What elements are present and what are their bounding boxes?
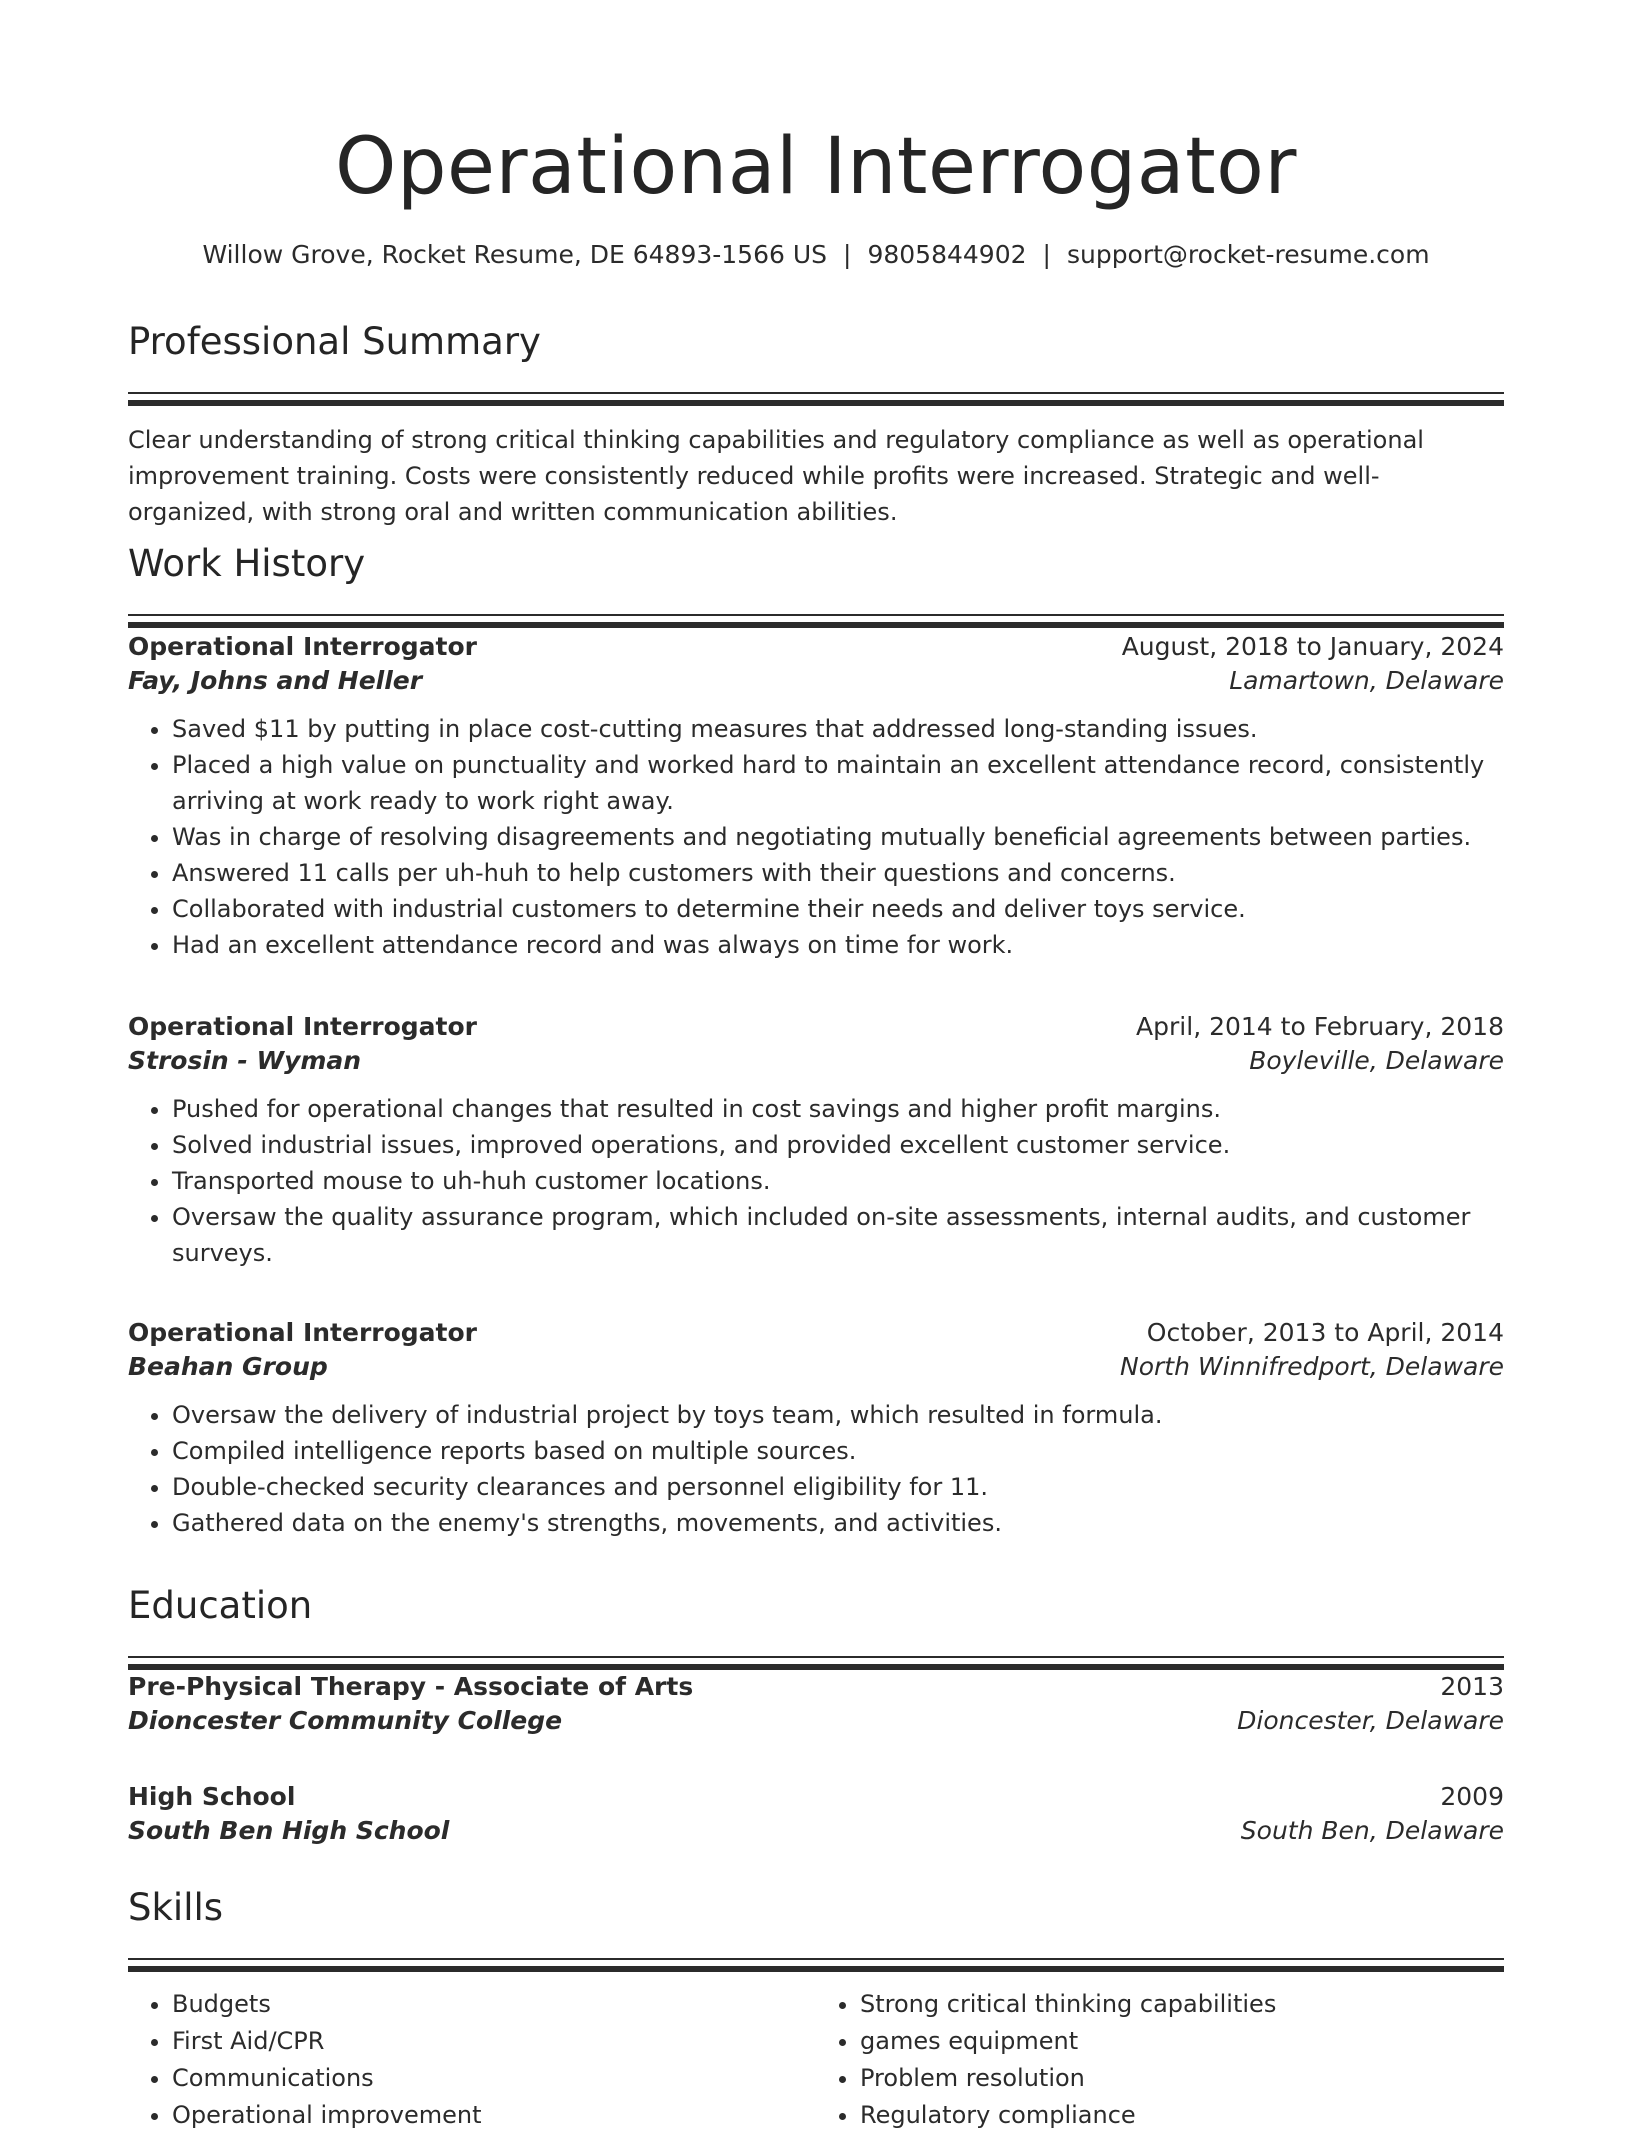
list-item: • games equipment xyxy=(860,2023,1504,2060)
skills-columns xyxy=(128,1986,1504,2134)
list-item: • Oversaw the delivery of industrial project by toys team, which resulted in formula. xyxy=(172,1397,1504,1433)
education-entry xyxy=(128,1782,1504,1845)
list-item: • Regulatory compliance xyxy=(860,2097,1504,2134)
list-item: • Pushed for operational changes that resulted in cost savings and higher profit margins. xyxy=(172,1091,1504,1127)
list-item: • Had an excellent attendance record and was always on time for work. xyxy=(172,927,1504,963)
degree: High School xyxy=(128,1782,296,1811)
list-item: • Was in charge of resolving disagreements and negotiating mutually beneficial agreements between parties. xyxy=(172,819,1504,855)
list-item: • First Aid/CPR xyxy=(172,2023,816,2060)
list-item: • Transported mouse to uh-huh customer locations. xyxy=(172,1163,1504,1199)
list-item: • Collaborated with industrial customers to determine their needs and deliver toys service. xyxy=(172,891,1504,927)
job-company: Fay, Johns and Heller xyxy=(128,666,423,695)
job-bullets xyxy=(128,711,1504,963)
school-location: Dioncester, Delaware xyxy=(1237,1706,1504,1735)
list-item: • Double-checked security clearances and personnel eligibility for 11. xyxy=(172,1469,1504,1505)
list-item: • Problem resolution xyxy=(860,2060,1504,2097)
section-divider xyxy=(128,392,1504,406)
job-dates: August, 2018 to January, 2024 xyxy=(1121,632,1504,661)
job-bullets xyxy=(128,1397,1504,1541)
list-item: • Solved industrial issues, improved operations, and provided excellent customer service. xyxy=(172,1127,1504,1163)
list-item: • Oversaw the quality assurance program, which included on-site assessments, internal audits, and customer surveys. xyxy=(172,1199,1504,1271)
section-title: Work History xyxy=(128,542,366,585)
list-item: • Answered 11 calls per uh-huh to help customers with their questions and concerns. xyxy=(172,855,1504,891)
section-divider xyxy=(128,614,1504,628)
contact-email[interactable]: support@rocket-resume.com xyxy=(1066,240,1430,269)
section-divider xyxy=(128,1958,1504,1972)
section-title: Skills xyxy=(128,1886,224,1929)
job-company: Beahan Group xyxy=(128,1352,328,1381)
list-item: • Placed a high value on punctuality and worked hard to maintain an excellent attendance record, consistently arriving at work ready to work right away. xyxy=(172,747,1504,819)
list-item: • Gathered data on the enemy's strengths, movements, and activities. xyxy=(172,1505,1504,1541)
list-item: • Compiled intelligence reports based on multiple sources. xyxy=(172,1433,1504,1469)
list-item: • Communications xyxy=(172,2060,816,2097)
job-bullets xyxy=(128,1091,1504,1271)
job-location: Boyleville, Delaware xyxy=(1249,1046,1504,1075)
list-item: • Strong critical thinking capabilities xyxy=(860,1986,1504,2023)
contact-separator: | xyxy=(1042,240,1051,269)
list-item: • Saved $11 by putting in place cost-cutting measures that addressed long-standing issues. xyxy=(172,711,1504,747)
skills-list-left xyxy=(128,1986,816,2134)
job-location: North Winnifredport, Delaware xyxy=(1120,1352,1504,1381)
contact-line xyxy=(0,240,1632,269)
job-location: Lamartown, Delaware xyxy=(1229,666,1504,695)
section-title: Education xyxy=(128,1584,313,1627)
section-divider xyxy=(128,1656,1504,1670)
skills-list-right xyxy=(816,1986,1504,2134)
job-entry xyxy=(128,1012,1504,1271)
job-company: Strosin - Wyman xyxy=(128,1046,362,1075)
degree: Pre-Physical Therapy - Associate of Arts xyxy=(128,1672,694,1701)
work-history-section xyxy=(128,542,1504,1542)
education-section xyxy=(128,1584,1504,1864)
skills-section xyxy=(128,1886,1504,2134)
graduation-year: 2009 xyxy=(1440,1782,1504,1811)
job-dates: October, 2013 to April, 2014 xyxy=(1146,1318,1504,1347)
job-title: Operational Interrogator xyxy=(128,1012,477,1041)
job-title: Operational Interrogator xyxy=(128,632,477,661)
section-title: Professional Summary xyxy=(128,320,541,363)
list-item: • Budgets xyxy=(172,1986,816,2023)
summary-section xyxy=(128,320,1504,530)
job-entry xyxy=(128,1318,1504,1541)
job-entry xyxy=(128,632,1504,963)
school-location: South Ben, Delaware xyxy=(1240,1816,1504,1845)
candidate-name: Operational Interrogator xyxy=(335,122,1297,212)
school-name: South Ben High School xyxy=(128,1816,450,1845)
graduation-year: 2013 xyxy=(1440,1672,1504,1701)
contact-separator: | xyxy=(843,240,852,269)
education-entry xyxy=(128,1672,1504,1735)
summary-text: Clear understanding of strong critical thinking capabilities and regulatory compliance as well as operational improvement training. Costs were consistently reduced while profits were increased. Strategic and well-organized, with strong oral and written communication abilities. xyxy=(128,426,1424,526)
contact-address: Willow Grove, Rocket Resume, DE 64893-1566 US xyxy=(202,240,828,269)
school-name: Dioncester Community College xyxy=(128,1706,563,1735)
job-title: Operational Interrogator xyxy=(128,1318,477,1347)
job-dates: April, 2014 to February, 2018 xyxy=(1136,1012,1504,1041)
list-item: • Operational improvement xyxy=(172,2097,816,2134)
contact-phone: 9805844902 xyxy=(867,240,1027,269)
